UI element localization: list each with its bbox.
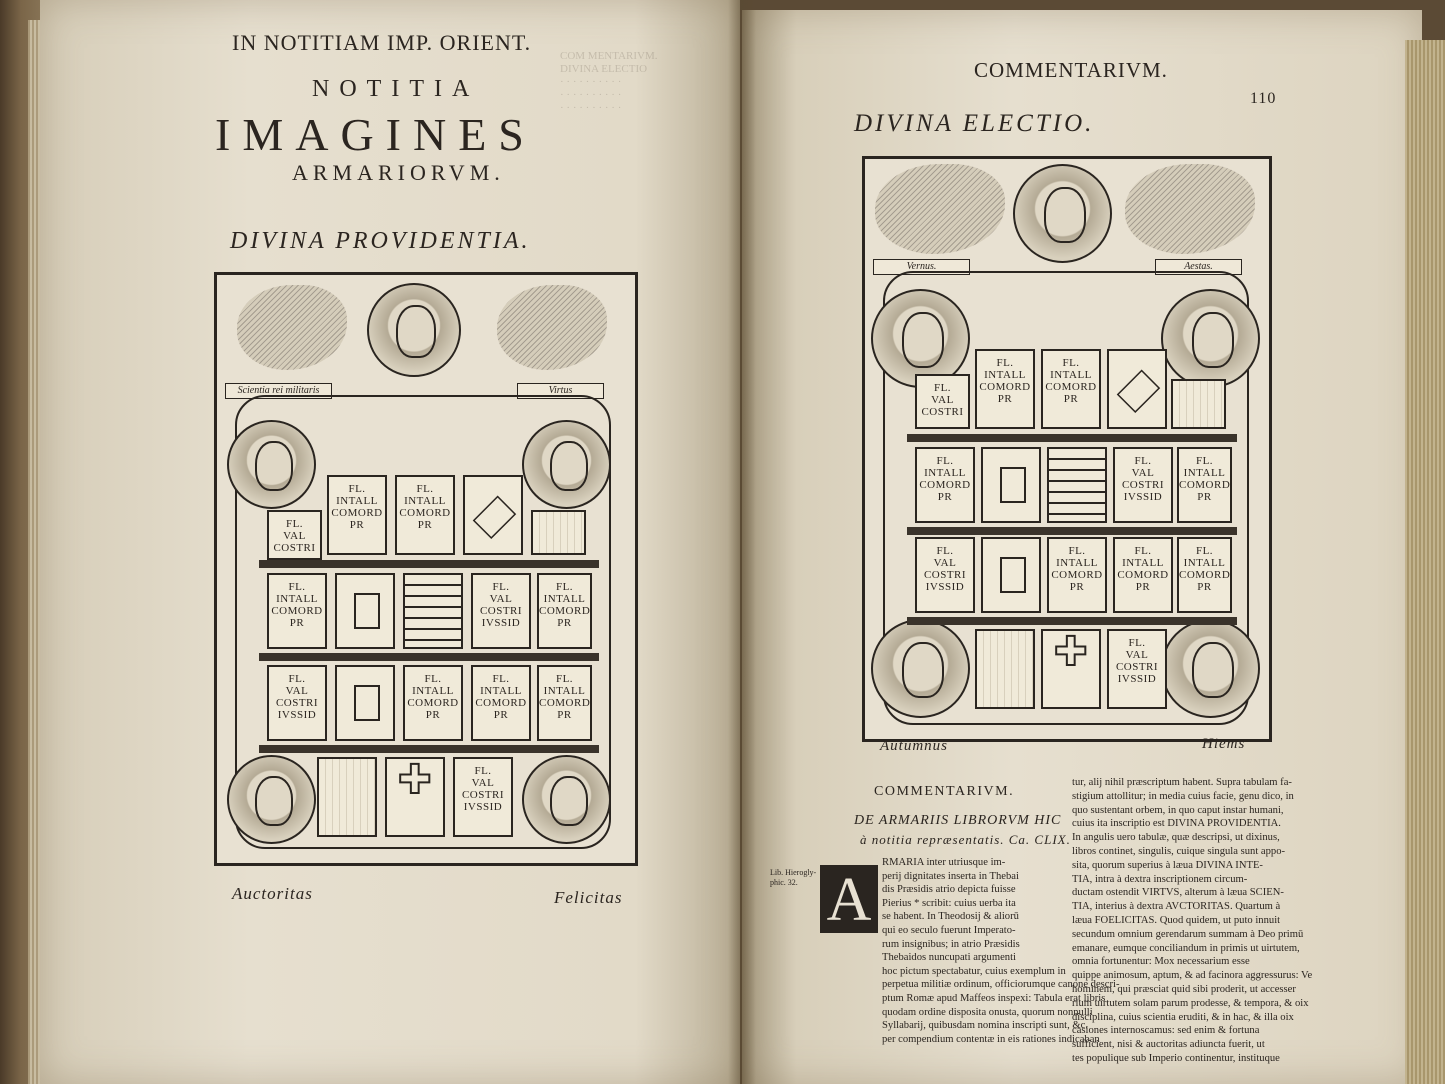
woodcut-illustration	[862, 156, 1272, 742]
left-page	[40, 0, 740, 1084]
book: FL. VAL COSTRI	[267, 510, 322, 560]
section-title: DIVINA ELECTIO.	[854, 110, 1095, 137]
book: FL. VAL COSTRI IVSSID	[471, 573, 531, 649]
woodcut-illustration	[214, 272, 638, 866]
book	[385, 757, 445, 837]
commentary-heading: COMMENTARIVM.	[874, 784, 1015, 799]
shelf	[907, 617, 1237, 625]
chapter-title-line2: à notitia repræsentatis. Ca. CLIX.	[860, 832, 1071, 847]
book: FL. INTALL COMORD PR	[403, 665, 463, 741]
margin-note: Lib. Hierogly- phic. 32.	[770, 868, 817, 887]
banner-right: Aestas.	[1155, 259, 1242, 275]
shelf	[259, 560, 599, 568]
book: FL. VAL COSTRI IVSSID	[1113, 447, 1173, 523]
page-edges-right	[1405, 40, 1445, 1084]
book: FL. VAL COSTRI IVSSID	[915, 537, 975, 613]
book: FL. INTALL COMORD PR	[1177, 537, 1232, 613]
book	[1107, 349, 1167, 429]
book: FL. INTALL COMORD PR	[1047, 537, 1107, 613]
book	[1041, 629, 1101, 709]
book	[975, 629, 1035, 709]
medallion-top	[367, 283, 461, 377]
medallion-lower-right	[522, 755, 611, 844]
book	[403, 573, 463, 649]
caption-left: Auctoritas	[232, 884, 313, 903]
book: FL. INTALL COMORD PR	[267, 573, 327, 649]
book: FL. INTALL COMORD PR	[395, 475, 455, 555]
book: FL. INTALL COMORD PR	[915, 447, 975, 523]
book: FL. INTALL COMORD PR	[537, 665, 592, 741]
text-column-1: RMARIA inter utriusque im- perij dignitates inserta in Thebai dis Præsidis atrio depicta fuisse Pierius * scribit: cuius uerba ita se habent. In Theodosij & aliorū qui eo seculo fuerunt Imperato- rum insignibus; in atrio Præsidis Thebaidos nuncupati argumenti hoc pictum spectabatur, cuius exemplum in perpetua militiæ ordinum, officiorumque canone descri- ptum Romæ apud Maffeos inspexi: Tabula erat libris quodam ordine disposita onusta, quorum nonnulli Syllabarij, quibusdam nomina inscripti sunt, &c. per compendium contentæ in eis rationes indicaban	[882, 857, 1120, 1045]
medallion-upper-left	[227, 420, 316, 509]
book: FL. INTALL COMORD PR	[537, 573, 592, 649]
banner-left: Scientia rei militaris	[225, 383, 332, 399]
title-sub: ARMARIORVM.	[292, 160, 505, 185]
medallion-upper-right	[1161, 289, 1260, 388]
book	[335, 665, 395, 741]
caption-right: Hiems	[1202, 736, 1246, 752]
angel-left	[237, 285, 347, 370]
book: FL. INTALL COMORD PR	[1113, 537, 1173, 613]
book	[1047, 447, 1107, 523]
book: FL. VAL COSTRI IVSSID	[267, 665, 327, 741]
book: FL. INTALL COMORD PR	[471, 665, 531, 741]
medallion-lower-left	[871, 619, 970, 718]
right-page	[742, 10, 1422, 1084]
shelf	[907, 527, 1237, 535]
book: FL. INTALL COMORD PR	[975, 349, 1035, 429]
running-head: IN NOTITIAM IMP. ORIENT.	[232, 30, 532, 55]
page-number: 110	[1250, 90, 1277, 107]
angel-right	[497, 285, 607, 370]
book	[1171, 379, 1226, 429]
book	[317, 757, 377, 837]
book-gutter	[728, 0, 756, 1084]
book: FL. INTALL COMORD PR	[1177, 447, 1232, 523]
shelf	[259, 745, 599, 753]
banner-left: Vernus.	[873, 259, 970, 275]
section-title: DIVINA PROVIDENTIA.	[230, 228, 531, 254]
book: FL. VAL COSTRI IVSSID	[453, 757, 513, 837]
banner-right: Virtus	[517, 383, 604, 399]
title-big: IMAGINES	[215, 109, 536, 160]
caption-left: Autumnus	[880, 738, 948, 754]
angel-left	[875, 164, 1005, 254]
medallion-top	[1013, 164, 1112, 263]
text-column-2: tur, alij nihil præscriptum habent. Supra tabulam fa- stigium attollitur; in media cuius facie, genu dico, in quo sustentant orbem, in quo caput instar humani, cuius ita inscriptio est DIVINA PROVIDENTIA. In angulis uero tabulæ, quæ descripsi, ut dixinus, libros continet, singulis, cuique singula sunt appo- sita, quorum superius à læua DIVINA INTE- TIA, intra à dextra inscriptionem circum- ductam ostendit VIRTVS, alterum à læua SCIEN- TIA, interius à dextra AVCTORITAS. Quartum à læua FOELICITAS. Quod quidem, ut puto innuit secundum omnium gerendarum summam à Deo primū emanare, eumque conciliandum in primis ut uirtutem, omnia fortunentur: Mox necessarium esse quippe animosum, aptum, & ad facinora aggressurus: Ve hominem, qui præsciat quid sibi proderit, ut accesser rium uirtutem solam parum prodesse, & tempora, & oix disciplina, cuius scientia eruditi, & in hac, & illa oix casiones internoscamus: sed enim & fortuna sufficient, nisi & auctoritas adiuncta fuerit, ut tes populique sub Imperio continentur, instituque	[1072, 777, 1313, 1064]
book	[981, 537, 1041, 613]
book	[981, 447, 1041, 523]
book: FL. VAL COSTRI	[915, 374, 970, 429]
running-head: COMMENTARIVM.	[974, 58, 1168, 82]
title-small: NOTITIA	[312, 76, 480, 102]
book	[335, 573, 395, 649]
medallion-lower-right	[1161, 619, 1260, 718]
chapter-title-line1: DE ARMARIIS LIBRORVM HIC	[854, 813, 1062, 828]
medallion-lower-left	[227, 755, 316, 844]
book: FL. INTALL COMORD PR	[327, 475, 387, 555]
caption-right: Felicitas	[554, 888, 623, 907]
book	[531, 510, 586, 555]
drop-cap: A	[820, 865, 878, 933]
shelf	[259, 653, 599, 661]
bleed-through-text: COM MENTARIVM. DIVINA ELECTIO · · · · · · · · · · · · · · · · · · · · · · · · · · · · · ·	[560, 50, 658, 114]
book	[463, 475, 523, 555]
book: FL. VAL COSTRI IVSSID	[1107, 629, 1167, 709]
book: FL. INTALL COMORD PR	[1041, 349, 1101, 429]
shelf	[907, 434, 1237, 442]
angel-right	[1125, 164, 1255, 254]
medallion-upper-right	[522, 420, 611, 509]
